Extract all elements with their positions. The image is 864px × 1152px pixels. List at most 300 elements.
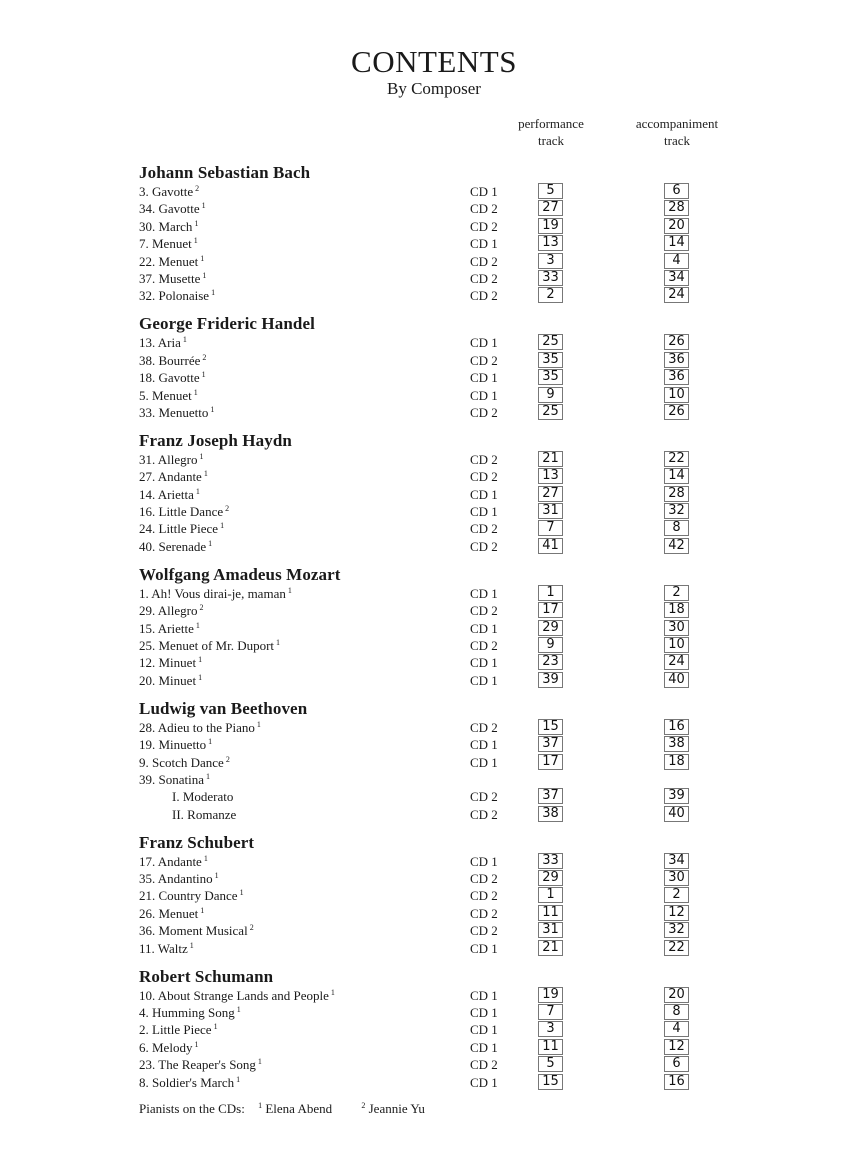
pianist-footnote-mark: 1 — [208, 538, 213, 548]
piece-title-text: 25. Menuet of Mr. Duport — [139, 637, 275, 653]
column-header-performance — [481, 115, 621, 149]
pianist-footnote-mark: 1 — [202, 270, 207, 280]
piece-row — [139, 788, 699, 805]
piece-title-text: 14. Arietta — [139, 486, 194, 502]
piece-title-text: 3. Gavotte — [139, 184, 194, 199]
piece-row — [139, 253, 699, 270]
piece-title-text: 32. Polonaise — [139, 288, 210, 304]
cd-number: CD 2 — [470, 288, 498, 304]
piece-row — [139, 1074, 699, 1091]
piece-title-text: 24. Little Piece — [139, 521, 219, 537]
cd-number: CD 1 — [470, 1074, 498, 1090]
accompaniment-track-number: 30 — [664, 620, 689, 636]
column-header-accompaniment-line1: accompaniment — [635, 116, 719, 131]
cd-number: CD 2 — [470, 719, 498, 735]
piece-title-text: 16. Little Dance — [139, 504, 224, 520]
performance-track-number: 17 — [538, 754, 563, 770]
piece-row — [139, 334, 699, 351]
performance-track-number: 3 — [538, 253, 563, 269]
piece-row — [139, 754, 699, 771]
piece-row — [139, 218, 699, 235]
piece-title-text: 37. Musette — [139, 270, 201, 286]
composer-section — [139, 431, 699, 555]
column-header-performance-line2: track — [538, 133, 564, 148]
page-title: CONTENTS — [351, 44, 517, 79]
cd-number: CD 2 — [470, 806, 498, 822]
performance-track-number: 7 — [538, 520, 563, 536]
piece-title — [139, 503, 229, 520]
piece-row — [139, 468, 699, 485]
piece-title — [139, 287, 215, 304]
footnote-mark-1: 1 — [258, 1101, 263, 1110]
pianist-footnote-mark: 1 — [236, 1005, 241, 1015]
piece-row — [139, 520, 699, 537]
performance-track-number: 9 — [538, 637, 563, 653]
pianist-footnote-mark: 1 — [210, 404, 215, 414]
accompaniment-track-number: 16 — [664, 1074, 689, 1090]
piece-title-text: 4. Humming Song — [139, 1005, 235, 1021]
accompaniment-track-number: 42 — [664, 538, 689, 554]
composer-section — [139, 163, 699, 305]
performance-track-number: 37 — [538, 736, 563, 752]
cd-number: CD 2 — [470, 404, 498, 420]
accompaniment-track-number: 26 — [664, 334, 689, 350]
piece-row — [139, 270, 699, 287]
footnote-mark-2: 2 — [361, 1101, 366, 1110]
piece-row — [139, 503, 699, 520]
piece-row — [139, 736, 699, 753]
piece-title-text: 36. Moment Musical — [139, 923, 248, 939]
composer-section — [139, 833, 699, 957]
pianist-footnote-mark: 1 — [195, 620, 200, 630]
accompaniment-track-number: 34 — [664, 270, 689, 286]
pianist-footnote-mark: 1 — [201, 201, 206, 211]
piece-title-text: 19. Minuetto — [139, 737, 207, 753]
piece-row — [139, 585, 699, 602]
column-header-performance-line1: performance — [518, 116, 584, 131]
pianist-footnote-mark: 1 — [213, 1022, 218, 1032]
piece-title — [139, 235, 198, 252]
accompaniment-track-number: 36 — [664, 352, 689, 368]
performance-track-number: 17 — [538, 602, 563, 618]
pianist-footnote-mark: 1 — [193, 236, 198, 246]
pianist-footnote-mark: 1 — [194, 1039, 199, 1049]
pianist-footnote-mark: 1 — [276, 637, 281, 647]
piece-title-text: 34. Gavotte — [139, 201, 200, 217]
accompaniment-track-number: 12 — [664, 1039, 689, 1055]
performance-track-number: 15 — [538, 719, 563, 735]
piece-title — [139, 468, 208, 485]
pianist-footnote-mark: 1 — [287, 585, 292, 595]
piece-row — [139, 1039, 699, 1056]
accompaniment-track-number: 38 — [664, 736, 689, 752]
composer-section — [139, 314, 699, 421]
accompaniment-track-number: 10 — [664, 387, 689, 403]
piece-title — [172, 788, 233, 805]
cd-number: CD 2 — [470, 923, 498, 939]
cd-number: CD 2 — [470, 538, 498, 554]
performance-track-number: 3 — [538, 1021, 563, 1037]
accompaniment-track-number: 30 — [664, 870, 689, 886]
piece-title — [139, 922, 254, 939]
piece-title — [139, 1056, 262, 1073]
piece-title — [139, 183, 199, 200]
performance-track-number: 35 — [538, 352, 563, 368]
performance-track-number: 38 — [538, 806, 563, 822]
performance-track-number: 11 — [538, 1039, 563, 1055]
performance-track-number: 37 — [538, 788, 563, 804]
piece-title — [139, 987, 335, 1004]
cd-number: CD 1 — [470, 184, 498, 199]
piece-title-text: 2. Little Piece — [139, 1022, 212, 1038]
accompaniment-track-number: 8 — [664, 520, 689, 536]
cd-number: CD 2 — [470, 603, 498, 619]
performance-track-number: 1 — [538, 887, 563, 903]
piece-row — [139, 602, 699, 619]
piece-title — [139, 905, 204, 922]
performance-track-number: 5 — [538, 183, 563, 199]
piece-title-text: 38. Bourrée — [139, 352, 201, 368]
piece-row — [139, 404, 699, 421]
piece-title-text: 23. The Reaper's Song — [139, 1057, 256, 1073]
piece-row — [139, 538, 699, 555]
accompaniment-track-number: 28 — [664, 486, 689, 502]
piece-row — [139, 1021, 699, 1038]
cd-number: CD 1 — [470, 335, 498, 351]
accompaniment-track-number: 20 — [664, 218, 689, 234]
performance-track-number: 11 — [538, 905, 563, 921]
piece-title — [139, 334, 187, 351]
piece-title-text: 39. Sonatina — [139, 771, 204, 787]
piece-title-text: 21. Country Dance — [139, 888, 238, 904]
cd-number: CD 1 — [470, 853, 498, 869]
accompaniment-track-number: 22 — [664, 451, 689, 467]
cd-number: CD 1 — [470, 655, 498, 671]
performance-track-number: 25 — [538, 334, 563, 350]
pianist-footnote-mark: 1 — [195, 486, 200, 496]
accompaniment-track-number: 6 — [664, 183, 689, 199]
accompaniment-track-number: 36 — [664, 369, 689, 385]
cd-number: CD 1 — [470, 370, 498, 386]
cd-number: CD 1 — [470, 236, 498, 252]
piece-title-text: 13. Aria — [139, 335, 181, 351]
accompaniment-track-number: 4 — [664, 1021, 689, 1037]
piece-title — [139, 672, 202, 689]
performance-track-number: 21 — [538, 451, 563, 467]
piece-title-text: 15. Ariette — [139, 620, 194, 636]
accompaniment-track-number: 39 — [664, 788, 689, 804]
piece-row — [139, 806, 699, 823]
pianist-footnote-mark: 2 — [225, 754, 230, 764]
piece-row — [139, 940, 699, 957]
piece-title-text: II. Romanze — [172, 806, 237, 822]
cd-number: CD 1 — [470, 940, 498, 956]
piece-title-text: 29. Allegro — [139, 603, 198, 619]
pianist-footnote-mark: 1 — [198, 672, 203, 682]
piece-title — [139, 451, 204, 468]
piece-row — [139, 905, 699, 922]
piece-title-text: 8. Soldier's March — [139, 1074, 235, 1090]
piece-row — [139, 987, 699, 1004]
piece-row — [139, 486, 699, 503]
accompaniment-track-number: 24 — [664, 654, 689, 670]
pianist-footnote-mark: 2 — [202, 352, 207, 362]
piece-title-text: 11. Waltz — [139, 940, 188, 956]
pianist-footnote-mark: 1 — [201, 370, 206, 380]
pianist-footnote-mark: 2 — [249, 923, 254, 933]
composer-heading: George Frideric Handel — [139, 314, 315, 334]
piece-row — [139, 620, 699, 637]
piece-row — [139, 719, 699, 736]
cd-number: CD 2 — [470, 1057, 498, 1073]
piece-title-text: 10. About Strange Lands and People — [139, 987, 329, 1003]
accompaniment-track-number: 8 — [664, 1004, 689, 1020]
contents-list — [139, 163, 699, 1101]
pianists-footnote — [139, 1100, 425, 1117]
cd-number: CD 1 — [470, 387, 498, 403]
pianist-footnote-mark: 1 — [194, 218, 199, 228]
cd-number: CD 1 — [470, 987, 498, 1003]
pianist-footnote-mark: 1 — [206, 771, 210, 781]
performance-track-number: 29 — [538, 870, 563, 886]
cd-number: CD 2 — [470, 637, 498, 653]
pianist-footnote-mark: 1 — [198, 655, 203, 665]
piece-title — [139, 1074, 240, 1091]
piece-title — [139, 585, 292, 602]
pianist-2-name: Jeannie Yu — [368, 1101, 425, 1116]
pianist-footnote-mark: 1 — [239, 888, 244, 898]
piece-title — [139, 404, 214, 421]
cd-number: CD 1 — [470, 672, 498, 688]
piece-title — [139, 253, 204, 270]
piece-title — [139, 538, 212, 555]
piece-title-text: 9. Scotch Dance — [139, 754, 224, 770]
piece-title — [139, 637, 280, 654]
cd-number: CD 1 — [470, 1039, 498, 1055]
piece-title — [139, 1039, 198, 1056]
piece-title — [139, 270, 206, 287]
piece-title — [139, 853, 208, 870]
piece-title-text: I. Moderato — [172, 789, 234, 805]
piece-title — [139, 620, 200, 637]
accompaniment-track-number: 34 — [664, 853, 689, 869]
cd-number: CD 2 — [470, 270, 498, 286]
accompaniment-track-number: 26 — [664, 404, 689, 420]
piece-title — [139, 870, 219, 887]
pianist-footnote-mark: 1 — [257, 1057, 262, 1067]
composer-section — [139, 699, 699, 823]
pianist-footnote-mark: 2 — [199, 603, 204, 613]
performance-track-number: 7 — [538, 1004, 563, 1020]
accompaniment-track-number: 20 — [664, 987, 689, 1003]
cd-number: CD 1 — [470, 754, 498, 770]
piece-title-text: 27. Andante — [139, 469, 202, 485]
accompaniment-track-number: 40 — [664, 672, 689, 688]
cd-number: CD 1 — [470, 504, 498, 520]
accompaniment-track-number: 6 — [664, 1056, 689, 1072]
piece-title-text: 31. Allegro — [139, 451, 198, 467]
performance-track-number: 2 — [538, 287, 563, 303]
composer-heading: Franz Schubert — [139, 832, 255, 852]
composer-section — [139, 565, 699, 689]
pianist-footnote-mark: 1 — [214, 871, 219, 881]
page-subtitle: By Composer — [387, 79, 481, 98]
cd-number: CD 2 — [470, 905, 498, 921]
piece-row — [139, 387, 699, 404]
cd-number: CD 2 — [470, 201, 498, 217]
performance-track-number: 13 — [538, 235, 563, 251]
accompaniment-track-number: 14 — [664, 468, 689, 484]
accompaniment-track-number: 16 — [664, 719, 689, 735]
pianist-footnote-mark: 1 — [200, 253, 205, 263]
piece-row — [139, 771, 699, 788]
piece-row — [139, 235, 699, 252]
pianist-footnote-mark: 1 — [200, 905, 205, 915]
pianist-footnote-mark: 1 — [211, 288, 216, 298]
piece-title — [139, 1004, 241, 1021]
piece-title — [139, 887, 244, 904]
pianist-footnote-mark: 1 — [220, 521, 225, 531]
accompaniment-track-number: 22 — [664, 940, 689, 956]
performance-track-number: 21 — [538, 940, 563, 956]
piece-title-text: 1. Ah! Vous dirai-je, maman — [139, 585, 286, 601]
performance-track-number: 9 — [538, 387, 563, 403]
composer-heading: Franz Joseph Haydn — [139, 430, 292, 450]
cd-number: CD 2 — [470, 253, 498, 269]
pianist-1-name: Elena Abend — [265, 1101, 333, 1116]
accompaniment-track-number: 12 — [664, 905, 689, 921]
piece-title-text: 12. Minuet — [139, 655, 197, 671]
piece-title — [139, 754, 230, 771]
cd-number: CD 2 — [470, 469, 498, 485]
pianist-footnote-mark: 1 — [189, 940, 194, 950]
performance-track-number: 33 — [538, 270, 563, 286]
accompaniment-track-number: 2 — [664, 585, 689, 601]
piece-row — [139, 637, 699, 654]
cd-number: CD 2 — [470, 521, 498, 537]
pianist-footnote-mark: 2 — [195, 184, 200, 193]
cd-number: CD 1 — [470, 737, 498, 753]
piece-title — [139, 1021, 218, 1038]
piece-row — [139, 672, 699, 689]
accompaniment-track-number: 4 — [664, 253, 689, 269]
piece-title — [139, 200, 206, 217]
accompaniment-track-number: 14 — [664, 235, 689, 251]
piece-title-text: 40. Serenade — [139, 538, 207, 554]
column-header-accompaniment-line2: track — [664, 133, 690, 148]
piece-title — [139, 387, 198, 404]
piece-title — [139, 486, 200, 503]
pianist-footnote-mark: 1 — [182, 335, 187, 345]
piece-title — [139, 654, 202, 671]
composer-heading: Wolfgang Amadeus Mozart — [139, 564, 341, 584]
accompaniment-track-number: 24 — [664, 287, 689, 303]
piece-title-text: 22. Menuet — [139, 253, 199, 269]
piece-row — [139, 1056, 699, 1073]
performance-track-number: 25 — [538, 404, 563, 420]
cd-number: CD 1 — [470, 1005, 498, 1021]
accompaniment-track-number: 28 — [664, 200, 689, 216]
composer-heading: Ludwig van Beethoven — [139, 698, 308, 718]
cd-number: CD 2 — [470, 888, 498, 904]
performance-track-number: 19 — [538, 987, 563, 1003]
composer-heading: Johann Sebastian Bach — [139, 163, 311, 182]
piece-row — [139, 352, 699, 369]
footnote-label: Pianists on the CDs: — [139, 1101, 245, 1116]
piece-row — [139, 853, 699, 870]
piece-title-text: 5. Menuet — [139, 387, 192, 403]
composer-heading: Robert Schumann — [139, 966, 274, 986]
piece-title-text: 26. Menuet — [139, 905, 199, 921]
piece-row — [139, 287, 699, 304]
performance-track-number: 31 — [538, 503, 563, 519]
performance-track-number: 33 — [538, 853, 563, 869]
piece-title-text: 17. Andante — [139, 853, 202, 869]
performance-track-number: 27 — [538, 486, 563, 502]
composer-section — [139, 967, 699, 1091]
piece-row — [139, 887, 699, 904]
piece-title-text: 33. Menuetto — [139, 404, 209, 420]
cd-number: CD 1 — [470, 620, 498, 636]
performance-track-number: 29 — [538, 620, 563, 636]
piece-title-text: 35. Andantino — [139, 871, 213, 887]
pianist-footnote-mark: 1 — [236, 1074, 241, 1084]
pianist-footnote-mark: 1 — [193, 387, 198, 397]
piece-title-text: 18. Gavotte — [139, 370, 200, 386]
cd-number: CD 2 — [470, 218, 498, 234]
performance-track-number: 13 — [538, 468, 563, 484]
piece-title-text: 30. March — [139, 218, 193, 234]
piece-title — [139, 352, 206, 369]
cd-number: CD 1 — [470, 1022, 498, 1038]
accompaniment-track-number: 32 — [664, 922, 689, 938]
performance-track-number: 31 — [538, 922, 563, 938]
piece-title — [139, 218, 198, 235]
piece-row — [139, 451, 699, 468]
accompaniment-track-number: 32 — [664, 503, 689, 519]
cd-number: CD 2 — [470, 451, 498, 467]
piece-title-text: 28. Adieu to the Piano — [139, 719, 255, 735]
piece-row — [139, 654, 699, 671]
piece-row — [139, 200, 699, 217]
performance-track-number: 5 — [538, 1056, 563, 1072]
accompaniment-track-number: 10 — [664, 637, 689, 653]
column-header-accompaniment — [607, 115, 747, 149]
pianist-footnote-mark: 1 — [256, 719, 261, 729]
pianist-footnote-mark: 1 — [203, 469, 208, 479]
piece-row — [139, 183, 699, 200]
pianist-footnote-mark: 1 — [208, 737, 213, 747]
performance-track-number: 27 — [538, 200, 563, 216]
pianist-footnote-mark: 1 — [330, 987, 335, 997]
pianist-footnote-mark: 1 — [199, 451, 204, 461]
piece-title-text: 6. Melody — [139, 1039, 193, 1055]
performance-track-number: 41 — [538, 538, 563, 554]
piece-row — [139, 922, 699, 939]
performance-track-number: 39 — [538, 672, 563, 688]
pianist-footnote-mark: 2 — [225, 504, 230, 514]
piece-title — [139, 719, 261, 736]
piece-title — [172, 806, 236, 823]
piece-row — [139, 369, 699, 386]
performance-track-number: 35 — [538, 369, 563, 385]
piece-title — [139, 771, 210, 788]
performance-track-number: 15 — [538, 1074, 563, 1090]
piece-title — [139, 369, 206, 386]
performance-track-number: 19 — [538, 218, 563, 234]
piece-title-text: 7. Menuet — [139, 236, 192, 252]
pianist-footnote-mark: 1 — [203, 853, 208, 863]
